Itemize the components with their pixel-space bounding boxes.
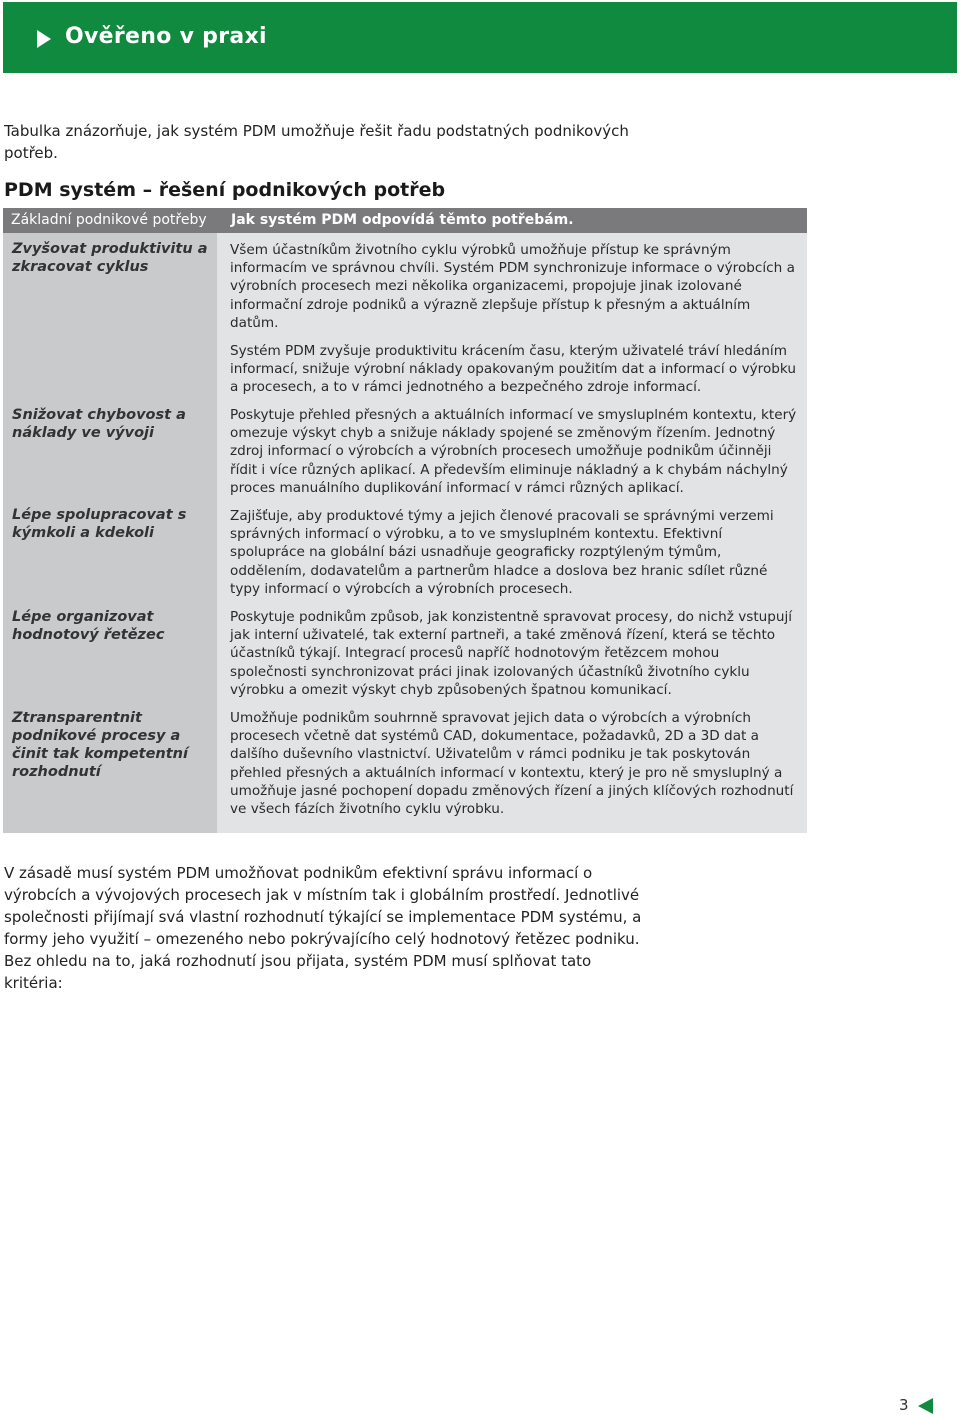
table-row-need: Snižovat chybovost a náklady ve vývoji [12, 407, 186, 441]
table-row-answer: Poskytuje podnikům způsob, jak konzistentně spravovat procesy, do nichž vstupují jak interní uživatelé, tak externí partneři, a také změnová řízení, která se těchto účastníků týkají. Integrací procesů napříč hodnotovým řetězcem mohou společnosti synchronizovat práci jinak izolovaných účastníků životního cyklu výrobku a omezit výskyt chyb způsobených špatnou komunikací. [230, 609, 793, 698]
table-row-need: Lépe organizovat hodnotový řetězec [12, 609, 165, 643]
table-row-answer: Systém PDM zvyšuje produktivitu krácením času, kterým uživatelé tráví hledáním informací, snižuje výrobní náklady opakovaným použitím dat a informací o výrobku a procesech, a to v rámci jednotného a bezpečného zdroje informací. [230, 343, 796, 396]
table-row-need: Ztransparentnit podnikové procesy a činit tak kompetentní rozhodnutí [12, 710, 188, 780]
needs-table [3, 208, 807, 833]
table-row-answer: Umožňuje podnikům souhrnně spravovat jejich data o výrobcích a výrobních procesech včetně dat systémů CAD, dokumentace, požadavků, 2D a 3D dat a dalšího duševního vlastnictví. Uživatelům v rámci podniku je tak poskytován přehled přesných a aktuálních informací v kontextu, který je pro ně smysluplný a umožňuje jasné pochopení dopadu změnových řízení a jiných klíčových rozhodnutí ve všech fázích životního cyklu výrobku. [230, 710, 794, 818]
table-header-needs: Základní podnikové potřeby [3, 208, 217, 233]
triangle-left-icon [918, 1398, 933, 1414]
page-number: 3 [899, 1396, 909, 1414]
section-banner [3, 2, 957, 73]
table-row-answer: Zajišťuje, aby produktové týmy a jejich členové pracovali se správnými verzemi správných informací o výrobku, a to ve smysluplném kontextu. Efektivní spolupráce na globální bázi usnadňuje geograficky rozptýleným týmům, oddělením, dodavatelům a partnerům hladce a doslova bez hranic sdílet různé typy informací o výrobcích a výrobních procesech. [230, 508, 774, 597]
section-title: PDM systém – řešení podnikových potřeb [4, 179, 446, 201]
intro-paragraph: Tabulka znázorňuje, jak systém PDM umožňuje řešit řadu podstatných podnikových potřeb. [4, 122, 629, 162]
table-row-need: Lépe spolupracovat s kýmkoli a kdekoli [12, 507, 187, 541]
table-row-need: Zvyšovat produktivitu a zkracovat cyklus [12, 241, 208, 275]
banner-title: Ověřeno v praxi [65, 24, 267, 49]
table-row-answer: Všem účastníkům životního cyklu výrobků umožňuje přístup ke správným informacím ve správnou chvíli. Systém PDM synchronizuje informace o výrobcích a výrobních procesech mezi několika organizacemi, propojuje jinak izolované informační zdroje podniků a výrazně zlepšuje přístup k přesným a aktuálním datům. [230, 242, 795, 331]
table-row-answer: Poskytuje přehled přesných a aktuálních informací ve smysluplném kontextu, který omezuje výskyt chyb a snižuje náklady spojené se změnovým řízením. Jednotný zdroj informací o výrobcích a výrobních procesech umožňuje podnikům účinněji řídit i více různých aplikací. A především eliminuje nákladný a k chybám náchylný proces manuálního duplikování informací v rámci různých aplikací. [230, 407, 797, 496]
triangle-right-icon [37, 30, 51, 48]
table-header-answers: Jak systém PDM odpovídá těmto potřebám. [217, 208, 807, 233]
body-paragraph: V zásadě musí systém PDM umožňovat podnikům efektivní správu informací o výrobcích a vývojových procesech jak v místním tak i globálním prostředí. Jednotlivé společnosti přijímají svá vlastní rozhodnutí týkající se implementace PDM systému, a formy jeho využití – omezeného nebo pokrývajícího celý hodnotový řetězec podniku. Bez ohledu na to, jaká rozhodnutí jsou přijata, systém PDM musí splňovat tato kritéria: [4, 864, 642, 992]
